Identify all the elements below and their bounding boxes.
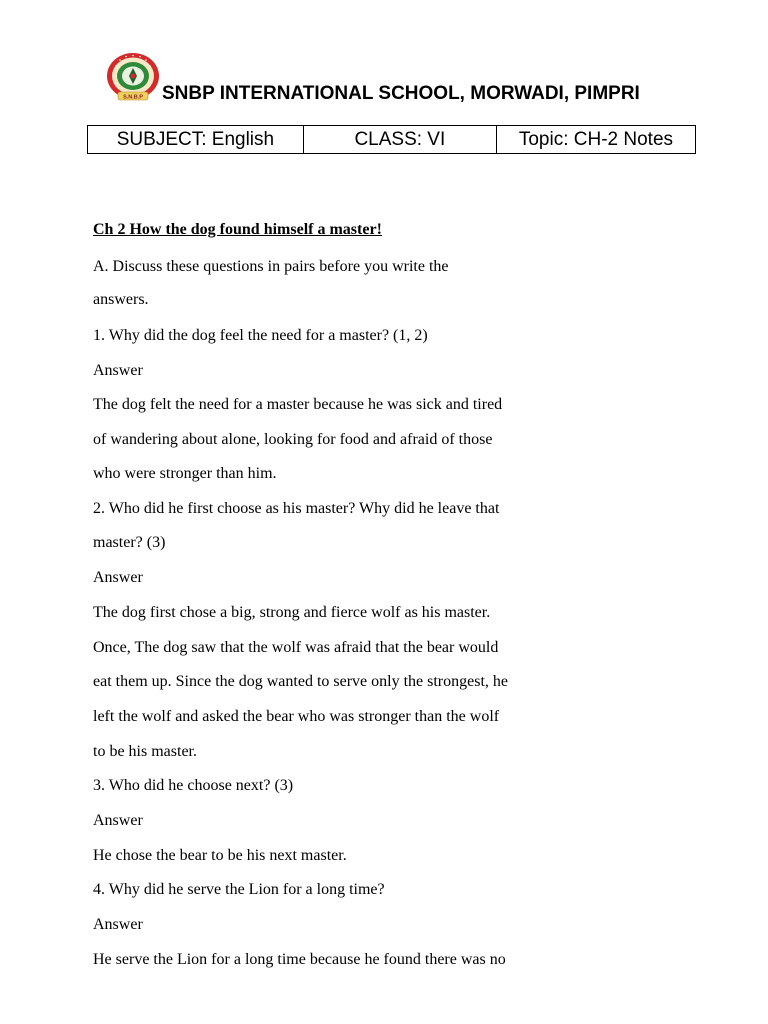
school-logo-icon [106,52,162,104]
logo-banner-text: S.N.B.P [123,94,143,101]
text-line: A. Discuss these questions in pairs before you write the [93,258,449,275]
text-line: eat them up. Since the dog wanted to serve only the strongest, he [93,673,509,690]
class-cell: CLASS: VI [303,126,496,154]
text-line: The dog felt the need for a master because he was sick and tired [93,396,503,413]
question-line: 3. Who did he choose next? (3) [93,777,294,794]
text-line: who were stronger than him. [93,465,277,482]
answer-label: Answer [93,569,143,586]
text-line: to be his master. [93,743,197,760]
text-line: He chose the bear to be his next master. [93,847,347,864]
chapter-title: Ch 2 How the dog found himself a master! [93,221,382,238]
question-line: 4. Why did he serve the Lion for a long time? [93,881,385,898]
school-header [106,52,706,108]
text-line: He serve the Lion for a long time because he found there was no [93,951,506,968]
info-row [88,126,696,154]
info-table [87,125,696,154]
text-line: The dog first chose a big, strong and fierce wolf as his master. [93,604,491,621]
text-line: of wandering about alone, looking for food and afraid of those [93,431,493,448]
subject-cell: SUBJECT: English [88,126,304,154]
question-line: 2. Who did he first choose as his master? Why did he leave that [93,500,500,517]
answer-label: Answer [93,812,143,829]
answer-label: Answer [93,916,143,933]
text-line: answers. [93,291,149,308]
text-line: master? (3) [93,534,166,551]
text-line: Once, The dog saw that the wolf was afraid that the bear would [93,639,499,656]
text-line: left the wolf and asked the bear who was stronger than the wolf [93,708,500,725]
answer-label: Answer [93,362,143,379]
school-name: SNBP INTERNATIONAL SCHOOL, MORWADI, PIMPRI [162,83,640,104]
question-line: 1. Why did the dog feel the need for a master? (1, 2) [93,327,428,344]
topic-cell: Topic: CH-2 Notes [496,126,695,154]
